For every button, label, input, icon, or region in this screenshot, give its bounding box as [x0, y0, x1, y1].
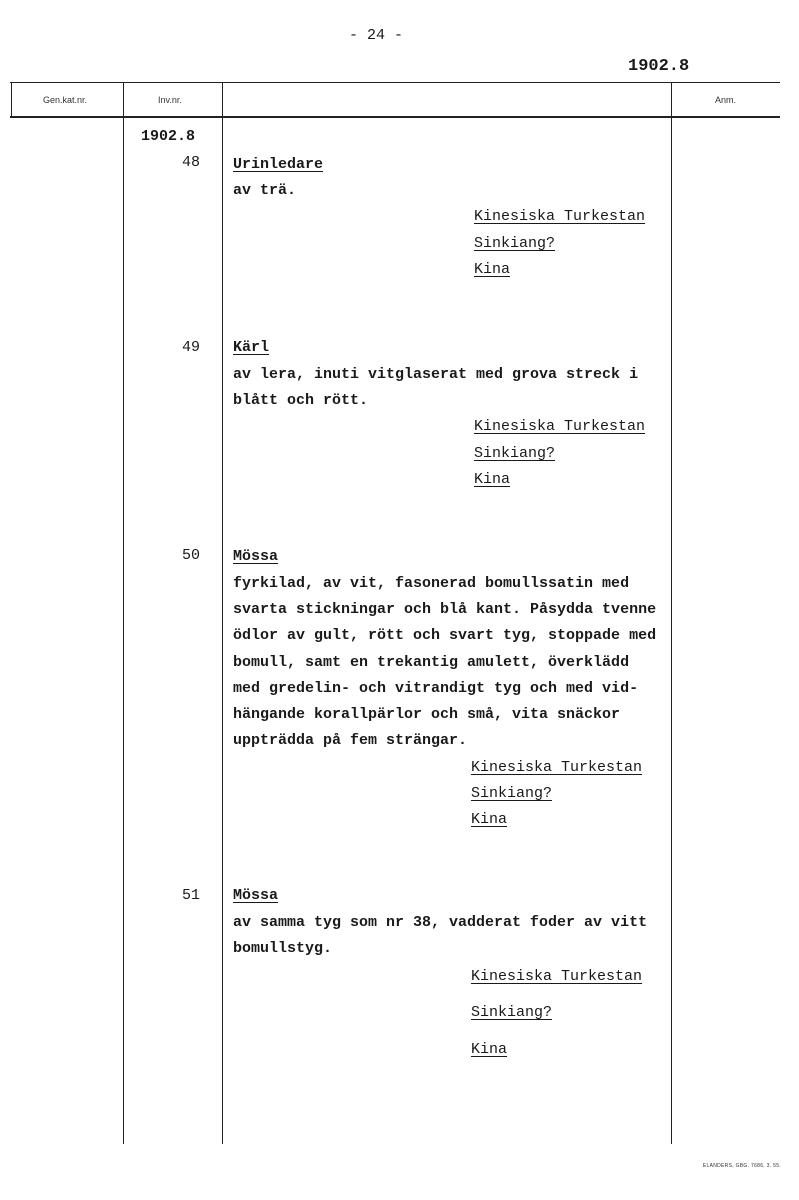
entry-place: Kinesiska Turkestan [471, 968, 643, 985]
entry-inv-number: 48 [181, 154, 200, 171]
entry-place: Kina [474, 471, 511, 488]
table-top-rule [10, 82, 780, 83]
entry-place: Sinkiang? [474, 445, 556, 462]
entry-title: Urinledare [233, 156, 324, 173]
column-divider-4 [671, 82, 672, 1144]
entry-description-line: blått och rött. [233, 392, 369, 409]
entry-description-line: svarta stickningar och blå kant. Påsydda tvenne [233, 601, 657, 618]
entry-place: Kina [471, 1041, 508, 1058]
entry-inv-number: 49 [181, 339, 200, 356]
column-divider-1 [11, 82, 12, 117]
column-header-gen-kat-nr: Gen.kat.nr. [43, 95, 88, 105]
entry-place: Kinesiska Turkestan [474, 208, 646, 225]
entry-title: Mössa [233, 548, 279, 565]
header-catalog-number: 1902.8 [628, 57, 690, 76]
column-header-inv-nr: Inv.nr. [158, 95, 182, 105]
entry-place: Sinkiang? [471, 1004, 553, 1021]
entry-description-line: bomull, samt en trekantig amulett, överklädd [233, 654, 630, 671]
entry-description-line: ödlor av gult, rött och svart tyg, stoppade med [233, 627, 657, 644]
page-number: - 24 - [349, 27, 404, 44]
entry-description-line: fyrkilad, av vit, fasonerad bomullssatin med [233, 575, 630, 592]
table-header-rule [10, 116, 780, 118]
entry-description-line: av lera, inuti vitglaserat med grova streck i [233, 366, 639, 383]
entry-description-line: hängande korallpärlor och små, vita snäckor [233, 706, 621, 723]
entry-place: Kina [474, 261, 511, 278]
entry-place: Kinesiska Turkestan [471, 759, 643, 776]
entry-title: Mössa [233, 887, 279, 904]
entry-place: Kina [471, 811, 508, 828]
column-header-anm: Anm. [715, 95, 737, 105]
entry-inv-number: 51 [181, 887, 200, 904]
entry-title: Kärl [233, 339, 270, 356]
entry-description-line: med gredelin- och vitrandigt tyg och med vid- [233, 680, 639, 697]
entry-description-line: bomullstyg. [233, 940, 333, 957]
entry-description-line: uppträdda på fem strängar. [233, 732, 468, 749]
entry-description-line: av trä. [233, 182, 297, 199]
entry-description-line: av samma tyg som nr 38, vadderat foder av vitt [233, 914, 648, 931]
column-divider-3 [222, 82, 223, 1144]
entry-place: Sinkiang? [474, 235, 556, 252]
entry-place: Kinesiska Turkestan [474, 418, 646, 435]
section-heading: 1902.8 [141, 128, 196, 145]
entry-place: Sinkiang? [471, 785, 553, 802]
printer-imprint: ELANDERS, GBG. 7686. 3. 55. [702, 1163, 781, 1169]
column-divider-2 [123, 82, 124, 1144]
entry-inv-number: 50 [181, 547, 200, 564]
